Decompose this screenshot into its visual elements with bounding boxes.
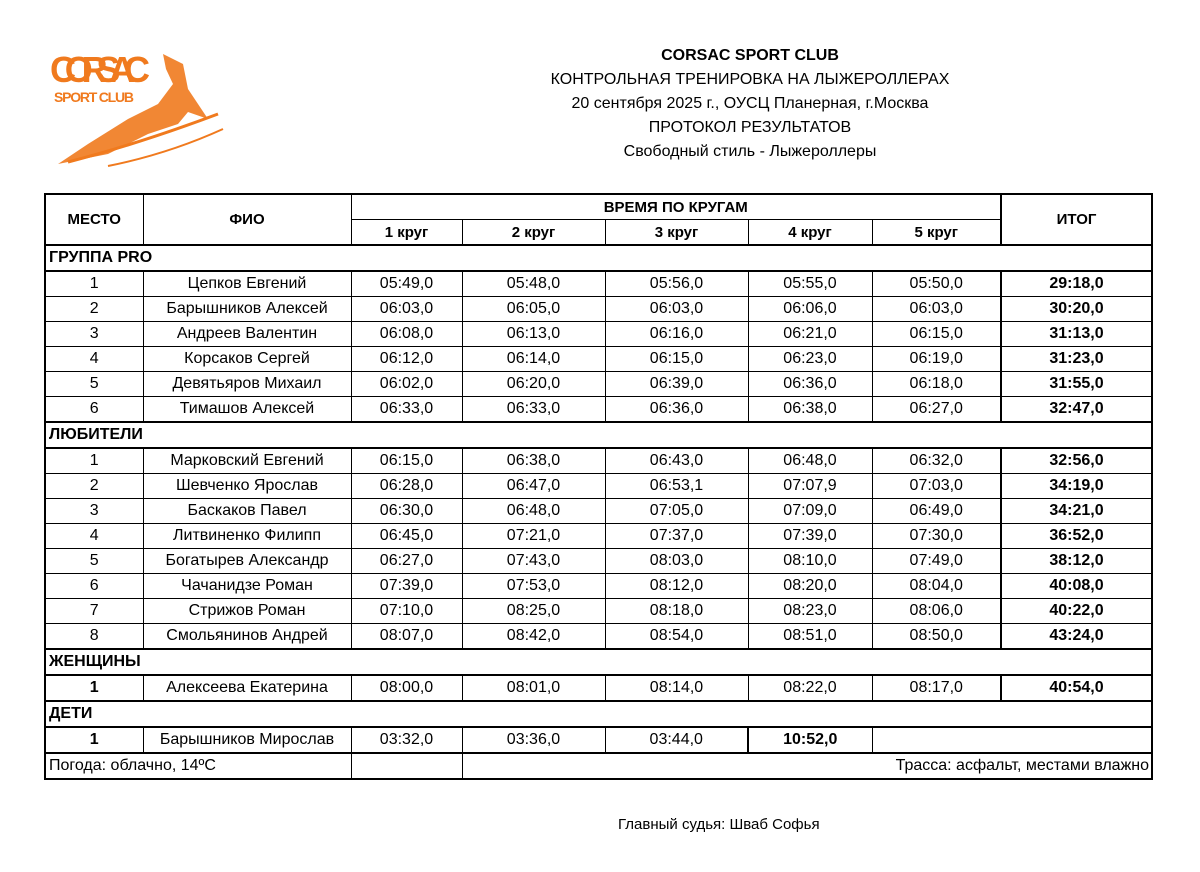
cell-name: Корсаков Сергей [143, 347, 351, 372]
cell-lap-2: 06:05,0 [462, 297, 605, 322]
cell-lap-4: 07:39,0 [748, 524, 872, 549]
table-row [45, 322, 1152, 347]
cell-lap-5: 06:03,0 [872, 297, 1001, 322]
cell-lap-2: 06:33,0 [462, 397, 605, 423]
cell-place: 5 [45, 372, 143, 397]
cell-lap-1: 06:03,0 [351, 297, 462, 322]
cell-name: Алексеева Екатерина [143, 675, 351, 701]
empty-cell [351, 753, 462, 779]
cell-name: Шевченко Ярослав [143, 474, 351, 499]
header-name: ФИО [143, 194, 351, 245]
cell-place: 6 [45, 574, 143, 599]
cell-lap-4: 08:23,0 [748, 599, 872, 624]
cell-lap-3: 06:16,0 [605, 322, 748, 347]
cell-lap-2: 06:47,0 [462, 474, 605, 499]
weather-note: Погода: облачно, 14ºС [45, 753, 351, 779]
table-row [45, 397, 1152, 423]
cell-lap-2: 07:21,0 [462, 524, 605, 549]
cell-total: 32:47,0 [1001, 397, 1152, 423]
cell-lap-1: 07:10,0 [351, 599, 462, 624]
group-header [45, 649, 1152, 675]
cell-name: Марковский Евгений [143, 448, 351, 474]
cell-lap-1: 06:08,0 [351, 322, 462, 347]
cell-lap-5: 06:49,0 [872, 499, 1001, 524]
cell-name: Барышников Мирослав [143, 727, 351, 753]
group-header [45, 422, 1152, 448]
cell-lap-4: 06:06,0 [748, 297, 872, 322]
cell-lap-5: 05:50,0 [872, 271, 1001, 297]
cell-place: 2 [45, 474, 143, 499]
cell-place: 7 [45, 599, 143, 624]
cell-place: 1 [45, 727, 143, 753]
group-title: ЛЮБИТЕЛИ [45, 422, 1152, 448]
header-place: МЕСТО [45, 194, 143, 245]
cell-lap-2: 06:48,0 [462, 499, 605, 524]
cell-lap-3: 05:56,0 [605, 271, 748, 297]
cell-lap-1: 08:07,0 [351, 624, 462, 650]
group-title: ДЕТИ [45, 701, 1152, 727]
cell-lap-4: 07:07,9 [748, 474, 872, 499]
cell-lap-4: 06:36,0 [748, 372, 872, 397]
header-lap-1: 1 круг [351, 220, 462, 246]
cell-lap-2: 03:36,0 [462, 727, 605, 753]
cell-lap-2: 08:01,0 [462, 675, 605, 701]
cell-lap-5: 08:50,0 [872, 624, 1001, 650]
cell-name: Богатырев Александр [143, 549, 351, 574]
cell-total: 40:54,0 [1001, 675, 1152, 701]
header-lap-4: 4 круг [748, 220, 872, 246]
chief-judge: Главный судья: Шваб Софья [618, 816, 820, 833]
cell-place: 6 [45, 397, 143, 423]
cell-name: Баскаков Павел [143, 499, 351, 524]
date-place: 20 сентября 2025 г., ОУСЦ Планерная, г.Москва [571, 95, 929, 112]
cell-lap-5: 07:03,0 [872, 474, 1001, 499]
svg-text:SPORT CLUB: SPORT CLUB [54, 89, 134, 105]
table-row [45, 599, 1152, 624]
cell-lap-2: 06:20,0 [462, 372, 605, 397]
cell-place: 8 [45, 624, 143, 650]
cell-total: 34:19,0 [1001, 474, 1152, 499]
cell-lap-2: 08:25,0 [462, 599, 605, 624]
style-subtitle: Свободный стиль - Лыжероллеры [623, 143, 877, 160]
header-lap-3: 3 круг [605, 220, 748, 246]
club-name: CORSAC SPORT CLUB [661, 47, 839, 64]
table-row [45, 347, 1152, 372]
cell-lap-3: 03:44,0 [605, 727, 748, 753]
cell-lap-5: 08:04,0 [872, 574, 1001, 599]
results-table [44, 193, 1153, 780]
cell-lap-1: 03:32,0 [351, 727, 462, 753]
cell-lap-2: 07:43,0 [462, 549, 605, 574]
cell-lap-5: 06:15,0 [872, 322, 1001, 347]
corsac-logo [48, 44, 228, 169]
cell-place: 4 [45, 524, 143, 549]
cell-total: 36:52,0 [1001, 524, 1152, 549]
cell-lap-1: 06:33,0 [351, 397, 462, 423]
cell-lap-4: 06:38,0 [748, 397, 872, 423]
cell-lap-1: 06:02,0 [351, 372, 462, 397]
table-row [45, 549, 1152, 574]
cell-total: 34:21,0 [1001, 499, 1152, 524]
cell-total: 31:13,0 [1001, 322, 1152, 347]
cell-lap-4: 05:55,0 [748, 271, 872, 297]
cell-total: 43:24,0 [1001, 624, 1152, 650]
cell-lap-5: 07:30,0 [872, 524, 1001, 549]
table-row [45, 499, 1152, 524]
group-title: ГРУППА PRO [45, 245, 1152, 271]
document-header [500, 44, 1000, 164]
cell-lap-5: 06:18,0 [872, 372, 1001, 397]
cell-total: 38:12,0 [1001, 549, 1152, 574]
cell-lap-4: 08:51,0 [748, 624, 872, 650]
cell-name: Стрижов Роман [143, 599, 351, 624]
cell-lap-3: 06:36,0 [605, 397, 748, 423]
cell-lap-5: 06:19,0 [872, 347, 1001, 372]
group-title: ЖЕНЩИНЫ [45, 649, 1152, 675]
cell-lap-2: 06:13,0 [462, 322, 605, 347]
cell-name: Литвиненко Филипп [143, 524, 351, 549]
table-row [45, 574, 1152, 599]
cell-lap-1: 06:12,0 [351, 347, 462, 372]
cell-lap-2: 07:53,0 [462, 574, 605, 599]
cell-lap-3: 06:43,0 [605, 448, 748, 474]
cell-lap-3: 06:39,0 [605, 372, 748, 397]
cell-place: 5 [45, 549, 143, 574]
cell-lap-5: 06:27,0 [872, 397, 1001, 423]
cell-lap-1: 06:28,0 [351, 474, 462, 499]
table-row [45, 474, 1152, 499]
cell-lap-3: 08:54,0 [605, 624, 748, 650]
cell-lap-1: 06:15,0 [351, 448, 462, 474]
cell-place: 3 [45, 322, 143, 347]
cell-place: 3 [45, 499, 143, 524]
cell-lap-4: 08:10,0 [748, 549, 872, 574]
cell-name: Барышников Алексей [143, 297, 351, 322]
cell-total: 40:08,0 [1001, 574, 1152, 599]
table-row [45, 271, 1152, 297]
cell-place: 4 [45, 347, 143, 372]
cell-place: 1 [45, 448, 143, 474]
cell-lap-2: 08:42,0 [462, 624, 605, 650]
cell-lap-5: 06:32,0 [872, 448, 1001, 474]
cell-total: 10:52,0 [748, 727, 872, 753]
protocol-title: ПРОТОКОЛ РЕЗУЛЬТАТОВ [648, 119, 852, 136]
cell-place: 2 [45, 297, 143, 322]
cell-name: Цепков Евгений [143, 271, 351, 297]
cell-name: Чачанидзе Роман [143, 574, 351, 599]
cell-lap-3: 07:37,0 [605, 524, 748, 549]
table-row [45, 297, 1152, 322]
cell-total: 31:55,0 [1001, 372, 1152, 397]
cell-lap-3: 08:18,0 [605, 599, 748, 624]
cell-lap-3: 07:05,0 [605, 499, 748, 524]
cell-place: 1 [45, 675, 143, 701]
cell-place: 1 [45, 271, 143, 297]
cell-name: Андреев Валентин [143, 322, 351, 347]
track-note: Трасса: асфальт, местами влажно [462, 753, 1152, 779]
cell-lap-3: 08:14,0 [605, 675, 748, 701]
cell-lap-4: 08:20,0 [748, 574, 872, 599]
cell-lap-4: 06:23,0 [748, 347, 872, 372]
header-lap-times: ВРЕМЯ ПО КРУГАМ [351, 194, 1001, 220]
header-total: ИТОГ [1001, 194, 1152, 245]
cell-lap-1: 06:30,0 [351, 499, 462, 524]
cell-name: Тимашов Алексей [143, 397, 351, 423]
table-row [45, 372, 1152, 397]
header-lap-2: 2 круг [462, 220, 605, 246]
cell-name: Смольянинов Андрей [143, 624, 351, 650]
table-row [45, 448, 1152, 474]
cell-lap-1: 05:49,0 [351, 271, 462, 297]
cell-lap-3: 08:12,0 [605, 574, 748, 599]
table-row [45, 675, 1152, 701]
table-row [45, 524, 1152, 549]
cell-lap-3: 06:03,0 [605, 297, 748, 322]
cell-lap-4: 06:48,0 [748, 448, 872, 474]
cell-lap-4: 08:22,0 [748, 675, 872, 701]
cell-lap-4: 06:21,0 [748, 322, 872, 347]
cell-lap-3: 08:03,0 [605, 549, 748, 574]
cell-lap-3: 06:15,0 [605, 347, 748, 372]
table-row [45, 624, 1152, 650]
cell-lap-1: 06:27,0 [351, 549, 462, 574]
cell-lap-5: 08:06,0 [872, 599, 1001, 624]
group-header [45, 245, 1152, 271]
cell-lap-1: 06:45,0 [351, 524, 462, 549]
cell-lap-2: 06:38,0 [462, 448, 605, 474]
cell-lap-1: 07:39,0 [351, 574, 462, 599]
cell-lap-5: 08:17,0 [872, 675, 1001, 701]
cell-lap-1: 08:00,0 [351, 675, 462, 701]
group-header [45, 701, 1152, 727]
cell-lap-4: 07:09,0 [748, 499, 872, 524]
cell-lap-2: 05:48,0 [462, 271, 605, 297]
cell-total: 30:20,0 [1001, 297, 1152, 322]
event-title: КОНТРОЛЬНАЯ ТРЕНИРОВКА НА ЛЫЖЕРОЛЛЕРАХ [550, 71, 950, 88]
cell-lap-3: 06:53,1 [605, 474, 748, 499]
header-lap-5: 5 круг [872, 220, 1001, 246]
cell-name: Девятьяров Михаил [143, 372, 351, 397]
cell-total: 40:22,0 [1001, 599, 1152, 624]
cell-lap-2: 06:14,0 [462, 347, 605, 372]
svg-text:CORSAC: CORSAC [50, 49, 150, 90]
cell-total: 31:23,0 [1001, 347, 1152, 372]
table-row [45, 727, 1152, 753]
cell-total: 29:18,0 [1001, 271, 1152, 297]
cell-lap-5: 07:49,0 [872, 549, 1001, 574]
cell-total: 32:56,0 [1001, 448, 1152, 474]
